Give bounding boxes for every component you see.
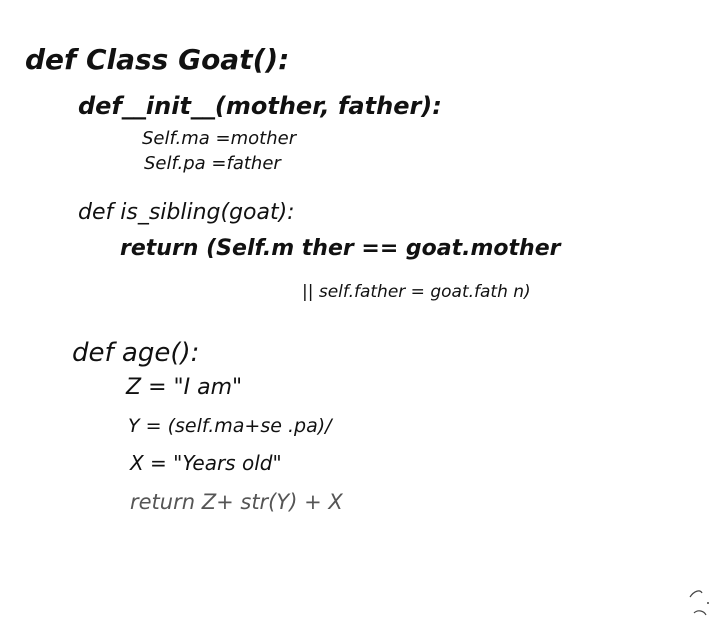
assign-pa-line: Self.pa =father	[144, 153, 281, 174]
assign-ma-line: Self.ma =mother	[142, 128, 297, 149]
assign-x-line: X = "Years old"	[130, 451, 282, 475]
age-definition-line: def age():	[72, 338, 200, 368]
is-sibling-return-continuation-line: || self.father = goat.fath n)	[302, 282, 531, 302]
age-return-line: return Z+ str(Y) + X	[130, 490, 343, 514]
is-sibling-definition-line: def is_sibling(goat):	[78, 200, 295, 225]
init-definition-line: def__init__(mother, father):	[78, 92, 442, 120]
pen-scribble-mark	[684, 585, 714, 621]
assign-z-line: Z = "I am"	[126, 375, 243, 400]
assign-y-line: Y = (self.ma+se .pa)/	[128, 415, 332, 437]
class-definition-line: def Class Goat():	[25, 43, 290, 76]
is-sibling-return-line: return (Self.m ther == goat.mother	[120, 236, 561, 261]
